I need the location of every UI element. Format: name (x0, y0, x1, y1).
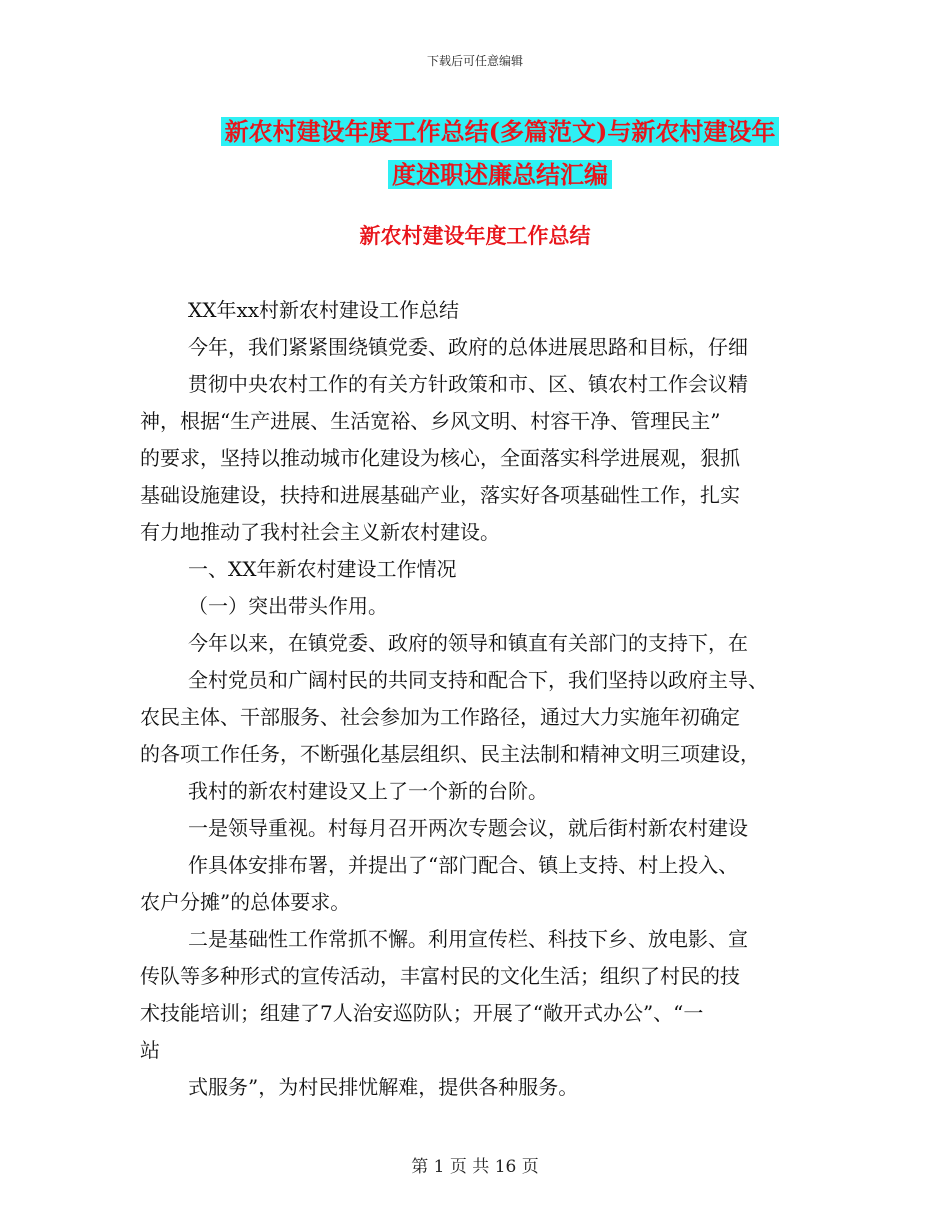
document-title (190, 110, 810, 196)
body-line: （一）突出带头作用。 (188, 594, 388, 618)
body-line: 的各项工作任务，不断强化基层组织、民主法制和精神文明三项建设， (140, 742, 760, 766)
body-line: 今年以来，在镇党委、政府的领导和镇直有关部门的支持下，在 (188, 631, 748, 655)
body-line: 全村党员和广阔村民的共同支持和配合下，我们坚持以政府主导、 (188, 668, 768, 692)
body-line: 农民主体、干部服务、社会参加为工作路径，通过大力实施年初确定 (140, 705, 740, 729)
body-line: 贯彻中央农村工作的有关方针政策和市、区、镇农村工作会议精 (188, 372, 748, 396)
body-line: 今年，我们紧紧围绕镇党委、政府的总体进展思路和目标，仔细 (188, 335, 748, 359)
body-line: 我村的新农村建设又上了一个新的台阶。 (188, 779, 548, 803)
body-line: 站 (140, 1038, 160, 1062)
body-line: 基础设施建设，扶持和进展基础产业，落实好各项基础性工作，扎实 (140, 483, 740, 507)
body-line: 农户分摊”的总体要求。 (140, 890, 351, 914)
body-line: 有力地推动了我村社会主义新农村建设。 (140, 520, 500, 544)
body-line: 一、XX年新农村建设工作情况 (188, 557, 457, 581)
document-title-line-1: 新农村建设年度工作总结(多篇范文)与新农村建设年 (221, 117, 780, 146)
header-note: 下载后可任意编辑 (426, 54, 523, 68)
body-line: 作具体安排布署，并提出了“部门配合、镇上支持、村上投入、 (188, 853, 739, 877)
page-footer: 第 1 页 共 16 页 (411, 1157, 539, 1177)
document-title-line-2: 度述职述廉总结汇编 (388, 160, 612, 189)
body-line: XX年xx村新农村建设工作总结 (188, 298, 460, 322)
body-line: 一是领导重视。村每月召开两次专题会议，就后街村新农村建设 (188, 816, 748, 840)
body-line: 式服务”，为村民排忧解难，提供各种服务。 (188, 1075, 579, 1099)
body-line: 二是基础性工作常抓不懈。利用宣传栏、科技下乡、放电影、宣 (188, 927, 748, 951)
section-title: 新农村建设年度工作总结 (359, 223, 591, 248)
body-line: 传队等多种形式的宣传活动，丰富村民的文化生活；组织了村民的技 (140, 964, 740, 988)
body-line: 的要求，坚持以推动城市化建设为核心，全面落实科学进展观，狠抓 (140, 446, 740, 470)
body-line: 术技能培训；组建了7人治安巡防队；开展了“敞开式办公”、“一 (140, 1001, 704, 1025)
body-line: 神，根据“生产进展、生活宽裕、乡风文明、村容干净、管理民主” (140, 409, 721, 433)
